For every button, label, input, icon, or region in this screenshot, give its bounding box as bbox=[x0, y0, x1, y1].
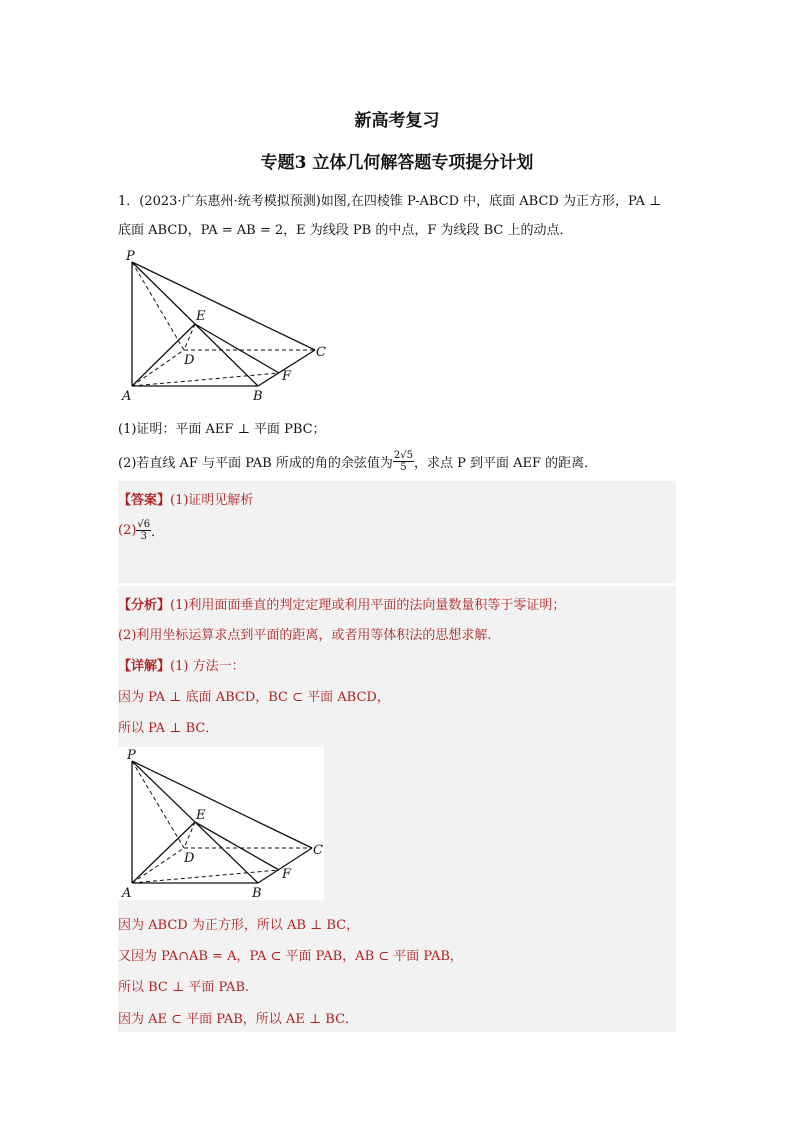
label-C-2: C bbox=[313, 843, 323, 858]
label-D: D bbox=[184, 353, 195, 368]
problem-line-2: 底面 ABCD，PA = AB = 2，E 为线段 PB 的中点，F 为线段 BC 上的动点． bbox=[118, 223, 573, 238]
answer-1: (1)证明见解析 bbox=[170, 493, 254, 508]
analysis-line-1 bbox=[118, 594, 565, 613]
detail-line-1: 因为 PA ⊥ 底面 ABCD，BC ⊂ 平面 ABCD， bbox=[118, 690, 390, 705]
answer-line-2 bbox=[118, 515, 164, 545]
question-2 bbox=[118, 447, 597, 475]
question-1: (1)证明：平面 AEF ⊥ 平面 PBC； bbox=[118, 422, 326, 437]
detail-tag: 【详解】 bbox=[118, 659, 171, 674]
analysis-text-1: (1)利用面面垂直的判定定理或利用平面的法向量数量积等于零证明； bbox=[170, 598, 566, 613]
answer-line-1 bbox=[118, 489, 253, 508]
label-F: F bbox=[282, 369, 292, 384]
label-P-2: P bbox=[127, 748, 136, 763]
pyramid-figure-2 bbox=[118, 747, 328, 903]
detail-head bbox=[118, 655, 245, 674]
label-E-2: E bbox=[196, 808, 206, 823]
label-B: B bbox=[253, 389, 263, 404]
detail-line-5: 所以 BC ⊥ 平面 PAB. bbox=[118, 980, 250, 995]
label-A: A bbox=[122, 389, 132, 404]
question-2-text-a: (2)若直线 AF 与平面 PAB 所成的角的余弦值为 bbox=[118, 455, 393, 471]
label-P: P bbox=[126, 249, 135, 264]
answer-2-prefix: (2) bbox=[118, 522, 137, 538]
label-B-2: B bbox=[252, 886, 262, 901]
label-A-2: A bbox=[122, 886, 132, 901]
page-subtitle: 专题3 立体几何解答题专项提分计划 bbox=[260, 153, 534, 173]
detail-line-3: 因为 ABCD 为正方形，所以 AB ⊥ BC， bbox=[118, 918, 360, 933]
detail-line-6: 因为 AE ⊂ 平面 PAB，所以 AE ⊥ BC． bbox=[118, 1012, 359, 1027]
answer-frac-den: 3 bbox=[140, 530, 147, 542]
pyramid-figure-1 bbox=[118, 246, 338, 406]
label-E: E bbox=[196, 309, 206, 324]
answer-fraction bbox=[136, 519, 151, 542]
label-C: C bbox=[316, 345, 326, 360]
answer-tag: 【答案】 bbox=[118, 493, 171, 508]
cos-fraction bbox=[393, 450, 414, 473]
detail-method: (1) 方法一： bbox=[170, 659, 245, 674]
answer-frac-num: √6 bbox=[137, 518, 151, 530]
analysis-tag: 【分析】 bbox=[118, 598, 171, 613]
detail-line-2: 所以 PA ⊥ BC． bbox=[118, 721, 219, 736]
answer-2-suffix: ． bbox=[151, 524, 165, 540]
page-title: 新高考复习 bbox=[354, 111, 440, 131]
frac-denominator: 5 bbox=[400, 461, 407, 473]
label-D-2: D bbox=[184, 851, 195, 866]
analysis-line-2: (2)利用坐标运算求点到平面的距离，或者用等体积法的思想求解. bbox=[118, 628, 492, 643]
label-F-2: F bbox=[282, 867, 292, 882]
detail-line-4: 又因为 PA∩AB = A，PA ⊂ 平面 PAB，AB ⊂ 平面 PAB， bbox=[118, 949, 463, 964]
frac-numerator: 2√5 bbox=[393, 449, 413, 461]
problem-line-1: 1．(2023·广东惠州·统考模拟预测)如图,在四棱锥 P-ABCD 中，底面 ABCD 为正方形，PA ⊥ bbox=[118, 194, 662, 209]
question-2-text-b: ，求点 P 到平面 AEF 的距离． bbox=[413, 455, 598, 471]
